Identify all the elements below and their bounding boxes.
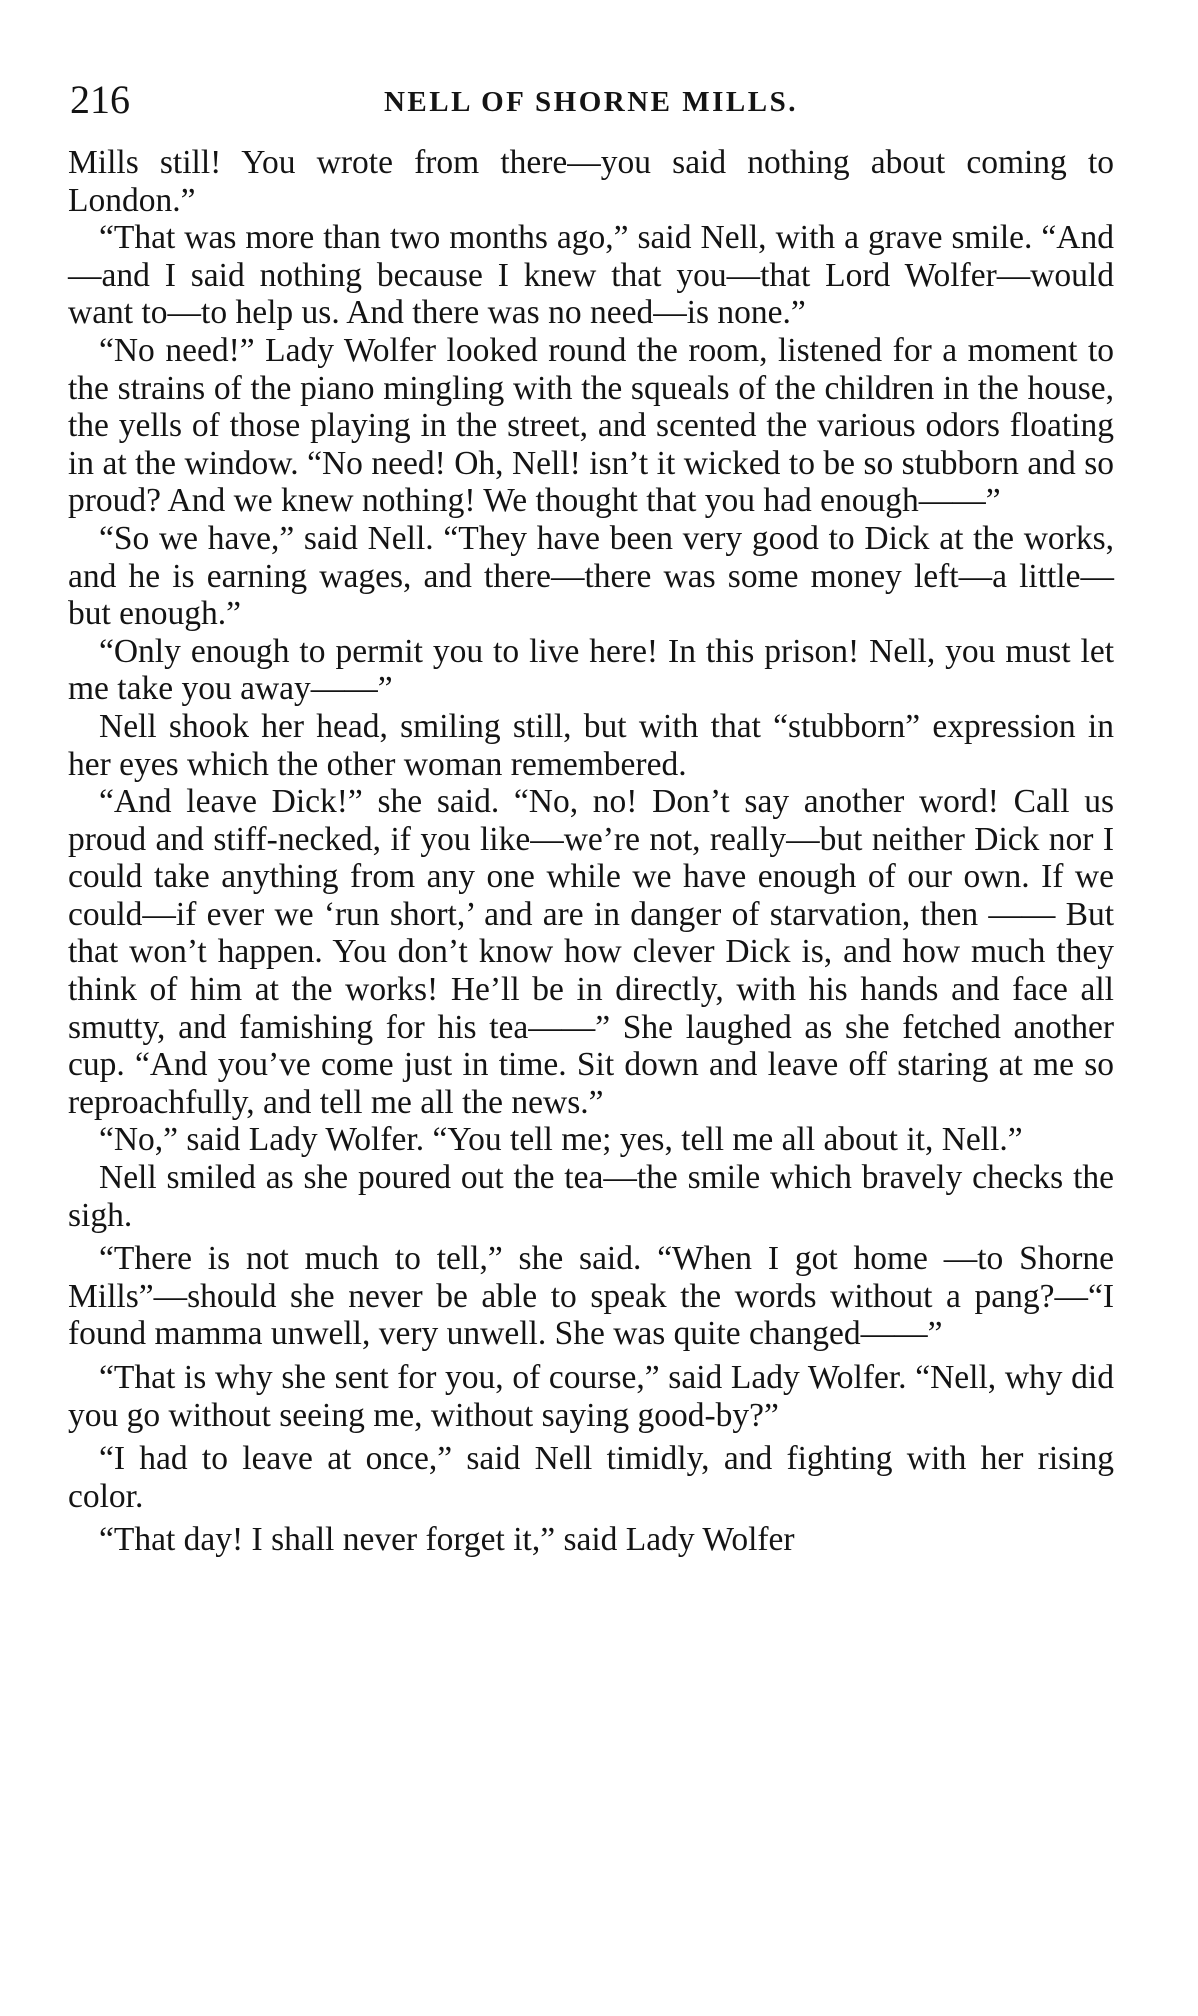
paragraph: “And leave Dick!” she said. “No, no! Don’t say another word! Call us proud and stiff-necked, if you like—we’re not, really—but neither Dick nor I could take anything from any one while we have enough of our own. If we could—if ever we ‘run short,’ and are in danger of starvation, then —— But that won’t happen. You don’t know how clever Dick is, and how much they think of him at the works! He’ll be in directly, with his hands and face all smutty, and famishing for his tea——” She laughed as she fetched another cup. “And you’ve come just in time. Sit down and leave off staring at me so reproachfully, and tell me all the news.” [68,783,1114,1121]
paragraph: Nell shook her head, smiling still, but with that “stubborn” expression in her eyes which the other woman remembered. [68,707,1114,783]
paragraph: Mills still! You wrote from there—you said nothing about coming to London.” [68,144,1114,219]
paragraph: “There is not much to tell,” she said. “When I got home —to Shorne Mills”—should she never be able to speak the words without a pang?—“I found mamma unwell, very unwell. She was quite changed——” [68,1240,1114,1353]
running-title: NELL OF SHORNE MILLS. [383,86,798,118]
paragraph: “That is why she sent for you, of course,” said Lady Wolfer. “Nell, why did you go without seeing me, without saying good-by?” [68,1359,1114,1434]
paragraph: “That was more than two months ago,” said Nell, with a grave smile. “And—and I said nothing because I knew that you—that Lord Wolfer—would want to—to help us. And there was no need—is none.” [68,219,1114,332]
page-header [68,74,1114,130]
paragraph: “So we have,” said Nell. “They have been very good to Dick at the works, and he is earning wages, and there—there was some money left—a little—but enough.” [68,519,1114,633]
paragraph: “No,” said Lady Wolfer. “You tell me; yes, tell me all about it, Nell.” [99,1121,1023,1159]
paragraph: Nell smiled as she poured out the tea—the smile which bravely checks the sigh. [68,1159,1114,1234]
page-number: 216 [70,77,130,122]
body-text [68,144,1114,1559]
paragraph: “No need!” Lady Wolfer looked round the room, listened for a moment to the strains of the piano mingling with the squeals of the children in the house, the yells of those playing in the street, and scented the various odors floating in at the window. “No need! Oh, Nell! isn’t it wicked to be so stubborn and so proud? And we knew nothing! We thought that you had enough——” [68,331,1114,520]
paragraph: “I had to leave at once,” said Nell timidly, and fighting with her rising color. [68,1440,1114,1515]
book-page [68,74,1114,1559]
paragraph: “Only enough to permit you to live here! In this prison! Nell, you must let me take you away——” [68,632,1114,708]
paragraph: “That day! I shall never forget it,” said Lady Wolfer [99,1521,795,1559]
